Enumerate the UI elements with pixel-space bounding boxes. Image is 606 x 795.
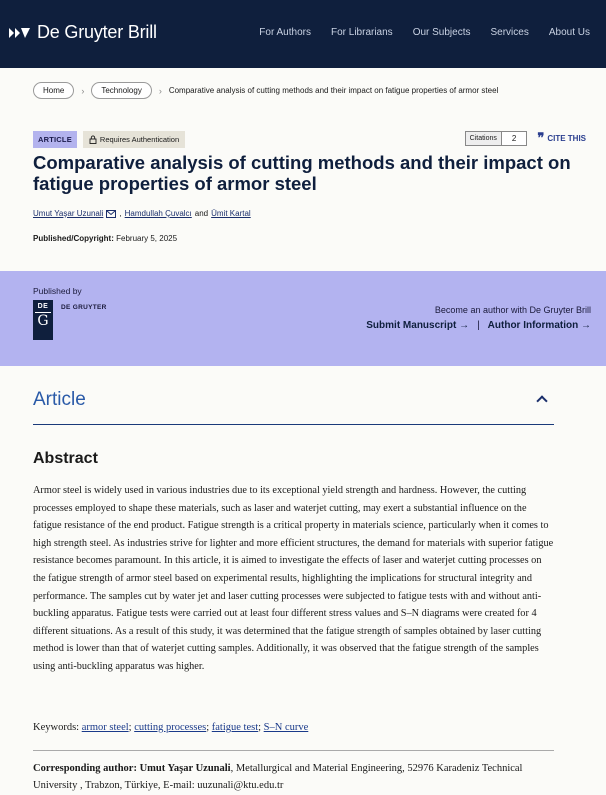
nav-for-librarians[interactable]: For Librarians — [330, 27, 393, 38]
arrow-right-icon: → — [459, 320, 470, 331]
link-separator: | — [477, 320, 480, 331]
author-and: and — [194, 209, 209, 218]
chevron-up-icon — [536, 395, 547, 406]
corresponding-author — [33, 760, 555, 794]
author-separator: , — [119, 209, 122, 218]
keyword-link[interactable]: cutting processes — [134, 722, 207, 733]
breadcrumb — [33, 82, 498, 99]
article-title: Comparative analysis of cutting methods and their impact on fatigue properties of armor steel — [33, 152, 571, 194]
publication-date-label: Published/Copyright: — [33, 234, 114, 243]
breadcrumb-home[interactable]: Home — [33, 82, 74, 99]
article-badges — [33, 131, 185, 148]
mail-icon[interactable] — [106, 210, 116, 218]
published-by-label: Published by — [33, 286, 82, 296]
citation-tools — [465, 131, 586, 146]
author-information-link[interactable] — [488, 320, 591, 331]
abstract-heading: Abstract — [33, 450, 98, 467]
article-type-badge: ARTICLE — [33, 131, 77, 148]
cite-this-label: CITE THIS — [547, 134, 586, 143]
keyword-link[interactable]: S–N curve — [263, 722, 309, 733]
breadcrumb-technology[interactable]: Technology — [91, 82, 151, 99]
nav-about-us[interactable]: About Us — [548, 27, 590, 38]
publisher-banner — [0, 271, 606, 366]
publisher-name: DE GRUYTER — [61, 304, 107, 311]
divider — [33, 750, 554, 751]
author-list — [33, 209, 251, 218]
lock-icon — [89, 135, 97, 144]
arrow-right-icon: → — [581, 320, 591, 331]
keyword-link[interactable]: fatigue test — [211, 722, 259, 733]
publisher-logo-de: DE — [37, 303, 49, 310]
corresponding-author-label: Corresponding author: Umut Yaşar Uzunali — [33, 763, 231, 774]
article-section-heading: Article — [33, 389, 86, 410]
breadcrumb-current: Comparative analysis of cutting methods and their impact on fatigue properties of armor steel — [168, 86, 499, 95]
keywords-label: Keywords: — [33, 722, 80, 733]
publisher-logo-g: G — [35, 312, 51, 329]
citations-count: 2 — [511, 134, 517, 143]
citations-label: Citations — [466, 132, 502, 145]
nav-for-authors[interactable]: For Authors — [259, 27, 311, 38]
author-link[interactable]: Umut Yaşar Uzunali — [33, 209, 104, 218]
author-links — [366, 320, 591, 331]
keyword-link[interactable]: armor steel — [81, 722, 129, 733]
author-information-label: Author Information — [487, 320, 579, 331]
article-section-toggle[interactable] — [33, 389, 554, 425]
chevron-right-icon: › — [158, 85, 162, 96]
auth-required-badge — [83, 131, 185, 148]
author-link[interactable]: Hamdullah Çuvalcı — [124, 209, 192, 218]
become-author-text: Become an author with De Gruyter Brill — [434, 305, 591, 315]
auth-required-label: Requires Authentication — [99, 135, 180, 144]
citations-counter[interactable] — [465, 131, 528, 146]
nav-our-subjects[interactable]: Our Subjects — [412, 27, 471, 38]
main-nav — [259, 27, 590, 38]
envelope-flap — [106, 210, 116, 218]
publication-date-value: February 5, 2025 — [116, 234, 178, 243]
keywords: Keywords: armor steel; cutting processes; fatigue test; S–N curve — [33, 722, 309, 733]
author-link[interactable]: Ümit Kartal — [211, 209, 251, 218]
publisher-logo[interactable] — [33, 300, 53, 340]
brand-logo[interactable] — [8, 22, 157, 43]
chevron-right-icon: › — [81, 85, 85, 96]
site-header — [0, 0, 606, 68]
submit-manuscript-link[interactable] — [366, 320, 469, 331]
quote-icon: ❞ — [537, 131, 545, 146]
publication-date — [33, 234, 177, 243]
brand-logo-icon — [8, 25, 32, 41]
nav-services[interactable]: Services — [490, 27, 529, 38]
brand-name: De Gruyter Brill — [37, 22, 157, 42]
submit-manuscript-label: Submit Manuscript — [366, 320, 457, 331]
abstract-text: Armor steel is widely used in various industries due to its exceptional yield strength and hardness. However, the cutting processes employed to shape these materials, such as laser and waterjet cutting, may exert a substantial influence on the fatigue resistance of the end product. Fatigue strength is a critical property in materials science, particularly when it comes to high strength steel. As industries strive for lighter and more efficient structures, the demand for materials with superior fatigue resistance becomes paramount. In this article, it is aimed to investigate the effects of laser and waterjet cutting processes on the fatigue strength of armor steel based on experimental results, highlighting the implications for structural integrity and performance. The samples cut by water jet and laser cutting processes were subjected to fatigue tests with and without anti-buckling apparatus. Fatigue tests were carried out at least four different stress values and S–N diagrams were created for 4 different situations. As a result of this study, it was determined that the fatigue strength of samples obtained by laser cutting method is lower than that of waterjet cutting samples. Additionally, it was observed that the fatigue strength of the samples using anti-buckling apparatus was higher. — [33, 485, 554, 672]
corresponding-author-details: , Metallurgical and Material Engineering, 52976 Karadeniz Technical University , Trabzon, Türkiye, E-mail: uuzunali@ktu.edu.tr — [33, 763, 523, 791]
cite-this-button[interactable] — [537, 132, 586, 145]
